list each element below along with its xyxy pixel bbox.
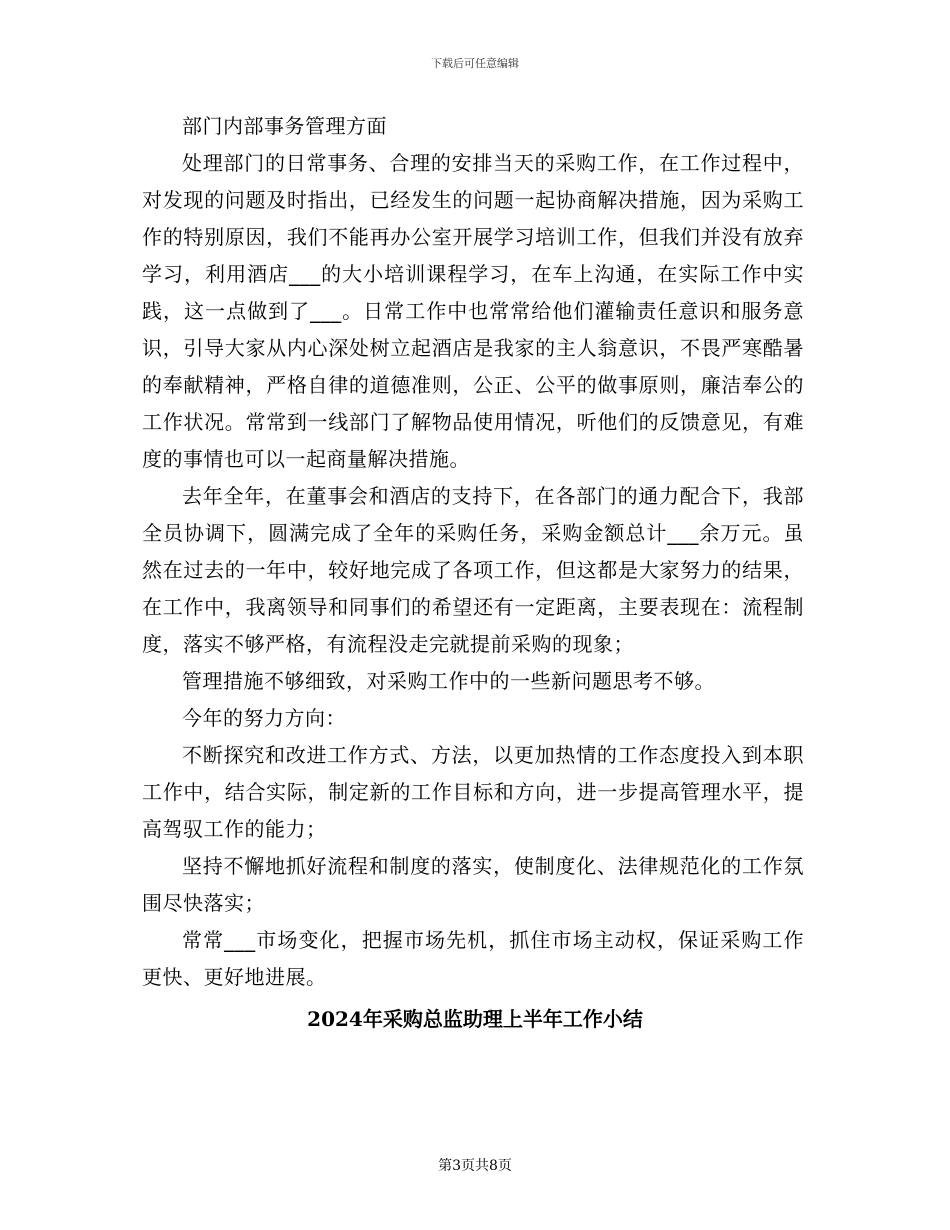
paragraph-this-year-direction: 今年的努力方向：	[182, 706, 346, 730]
paragraph-process-implementation: 坚持不懈地抓好流程和制度的落实，使制度化、法律规范化的工作氛围尽快落实；	[142, 854, 804, 915]
page-number: 第3页共8页	[438, 1158, 512, 1174]
paragraph-management-shortcoming: 管理措施不够细致，对采购工作中的一些新问题思考不够。	[182, 669, 715, 693]
paragraph-daily-affairs: 处理部门的日常事务、合理的安排当天的采购工作，在工作过程中，对发现的问题及时指出，已经发生的问题一起协商解决措施，因为采购工作的特别原因，我们不能再办公室开展学习培训工作，但我们并没有放弃学习，利用酒店___的大小培训课程学习，在车上沟通，在实际工作中实践，这一点做到了___。日常工作中也常常给他们灌输责任意识和服务意识，引导大家从内心深处树立起酒店是我家的主人翁意识，不畏严寒酷暑的奉献精神，严格自律的道德准则，公正、公平的做事原则，廉洁奉公的工作状况。常常到一线部门了解物品使用情况，听他们的反馈意见，有难度的事情也可以一起商量解决措施。	[142, 151, 804, 471]
paragraph-section-heading: 部门内部事务管理方面	[182, 114, 387, 138]
paragraph-last-year-summary: 去年全年，在董事会和酒店的支持下，在各部门的通力配合下，我部全员协调下，圆满完成了全年的采购任务，采购金额总计___余万元。虽然在过去的一年中，较好地完成了各项工作，但这都是大家努力的结果，在工作中，我离领导和同事们的希望还有一定距离，主要表现在：流程制度，落实不够严格，有流程没走完就提前采购的现象；	[142, 484, 804, 656]
section-title: 2024年采购总监助理上半年工作小结	[307, 1007, 643, 1031]
paragraph-market-monitoring: 常常___市场变化，把握市场先机，抓住市场主动权，保证采购工作更快、更好地进展。	[142, 928, 804, 989]
paragraph-improve-methods: 不断探究和改进工作方式、方法，以更加热情的工作态度投入到本职工作中，结合实际，制定新的工作目标和方向，进一步提高管理水平，提高驾驭工作的能力；	[142, 743, 804, 841]
document-body	[142, 108, 804, 996]
page-header: 下载后可任意编辑	[431, 57, 519, 70]
